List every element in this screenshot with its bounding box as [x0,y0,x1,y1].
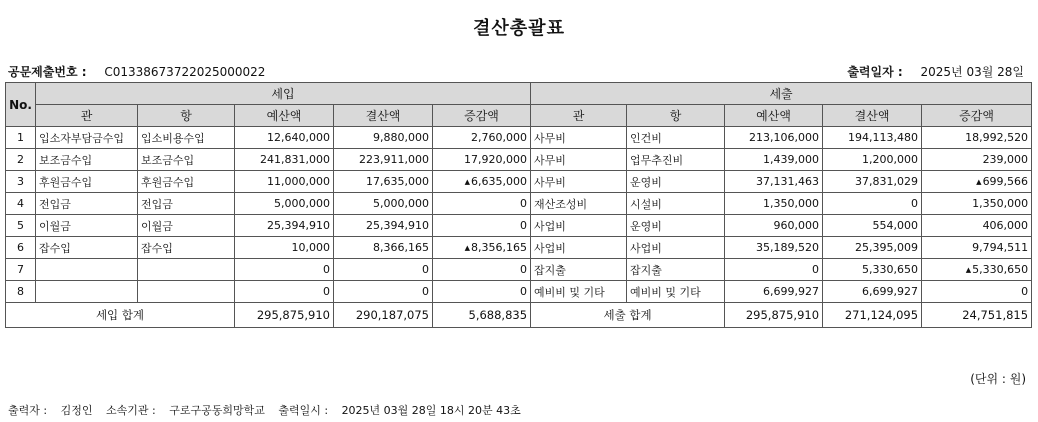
cell-expenditure-budget [725,237,823,259]
print-date-value: 2025년 03월 28일 [920,65,1024,79]
cell-revenue-budget [235,259,334,281]
cell-revenue-settled-value: 25,394,910 [366,219,429,232]
cell-revenue-hang-value: 전입금 [141,197,173,211]
table-row [6,171,1032,193]
cell-revenue-budget-value: 25,394,910 [267,219,330,232]
cell-expenditure-diff [922,259,1032,281]
printer-name: 김정인 [60,404,93,417]
organization-label: 소속기관 : [105,404,156,417]
cell-expenditure-budget [725,127,823,149]
decrease-triangle-icon: ▲ [965,266,972,274]
cell-revenue-diff [433,149,531,171]
cell-expenditure-settled-value: 0 [911,197,919,210]
cell-expenditure-hang [627,259,725,281]
cell-revenue-budget [235,149,334,171]
cell-revenue-diff [433,127,531,149]
header-expenditure-hang: 항 [627,105,725,127]
cell-revenue-gwan [36,259,138,281]
document-number [8,63,265,80]
cell-expenditure-settled [823,215,922,237]
cell-revenue-diff-value: 2,760,000 [471,131,528,144]
cell-revenue-hang [138,215,235,237]
cell-no [6,281,36,303]
cell-revenue-gwan [36,281,138,303]
cell-expenditure-settled [823,281,922,303]
header-expenditure: 세출 [531,83,1032,105]
header-row-columns [6,105,1032,127]
cell-revenue-settled [334,149,433,171]
cell-expenditure-budget [725,193,823,215]
cell-expenditure-hang [627,171,725,193]
unit-note: (단위 : 원) [970,372,1026,386]
cell-expenditure-hang [627,193,725,215]
cell-revenue-settled-value: 0 [422,285,429,298]
cell-revenue-gwan-value: 잡수입 [39,241,71,255]
table-row [6,259,1032,281]
cell-expenditure-diff-value: 406,000 [982,219,1029,232]
cell-expenditure-budget-value: 0 [812,263,820,276]
cell-revenue-hang [138,259,235,281]
cell-expenditure-settled-value: 554,000 [872,219,919,232]
revenue-total-settled: 290,187,075 [334,303,433,328]
cell-no [6,193,36,215]
cell-expenditure-gwan [531,281,627,303]
header-revenue-diff: 증감액 [433,105,531,127]
cell-expenditure-hang [627,281,725,303]
cell-expenditure-diff [922,149,1032,171]
cell-expenditure-gwan [531,149,627,171]
cell-revenue-hang-value: 이월금 [141,219,173,233]
cell-expenditure-budget [725,171,823,193]
cell-expenditure-hang-value: 운영비 [630,175,662,189]
cell-expenditure-gwan-value: 예비비 및 기타 [534,285,605,299]
cell-revenue-budget [235,193,334,215]
cell-expenditure-budget-value: 37,131,463 [756,175,820,188]
cell-expenditure-settled [823,237,922,259]
cell-expenditure-gwan [531,127,627,149]
cell-no-value: 2 [17,153,24,166]
cell-revenue-hang-value: 보조금수입 [141,153,195,167]
cell-expenditure-diff [922,237,1032,259]
cell-revenue-budget-value: 0 [323,285,330,298]
cell-revenue-budget [235,171,334,193]
header-no: No. [6,83,36,127]
cell-expenditure-budget [725,259,823,281]
cell-expenditure-hang-value: 잡지출 [630,263,662,277]
cell-no-value: 5 [17,219,24,232]
header-revenue-settled: 결산액 [334,105,433,127]
cell-expenditure-diff [922,215,1032,237]
cell-expenditure-hang-value: 예비비 및 기타 [630,285,701,299]
cell-revenue-settled [334,127,433,149]
cell-revenue-hang-value: 잡수입 [141,241,173,255]
cell-revenue-diff [433,281,531,303]
cell-expenditure-diff [922,193,1032,215]
document-number-label: 공문제출번호 : [8,65,87,79]
cell-expenditure-gwan [531,215,627,237]
cell-revenue-settled [334,259,433,281]
cell-revenue-budget-value: 11,000,000 [267,175,330,188]
header-revenue: 세입 [36,83,531,105]
cell-expenditure-diff [922,127,1032,149]
cell-expenditure-diff-value: 0 [1021,285,1029,298]
cell-expenditure-gwan [531,259,627,281]
expenditure-total-diff: 24,751,815 [922,303,1032,328]
cell-expenditure-gwan-value: 재산조성비 [534,197,588,211]
cell-expenditure-budget-value: 1,439,000 [763,153,820,166]
cell-revenue-hang [138,193,235,215]
cell-revenue-settled-value: 8,366,165 [373,241,429,254]
cell-expenditure-hang [627,127,725,149]
cell-expenditure-gwan [531,193,627,215]
cell-expenditure-hang-value: 업무추진비 [630,153,684,167]
cell-revenue-diff-value: 17,920,000 [464,153,528,166]
cell-revenue-diff [433,193,531,215]
cell-revenue-hang-value: 후원금수입 [141,175,195,189]
cell-no [6,215,36,237]
cell-no-value: 4 [17,197,24,210]
cell-no-value: 1 [17,131,24,144]
cell-expenditure-gwan-value: 사무비 [534,153,566,167]
table-row [6,215,1032,237]
document-number-value: C01338673722025000022 [104,65,266,79]
cell-expenditure-diff-value: 9,794,511 [972,241,1029,254]
cell-expenditure-gwan [531,171,627,193]
cell-revenue-gwan [36,193,138,215]
cell-expenditure-diff [922,171,1032,193]
cell-revenue-budget-value: 241,831,000 [260,153,330,166]
cell-expenditure-hang-value: 시설비 [630,197,662,211]
cell-revenue-settled [334,281,433,303]
cell-revenue-diff-value: 0 [520,197,528,210]
table-row [6,149,1032,171]
cell-expenditure-budget-value: 35,189,520 [756,241,820,254]
cell-no [6,171,36,193]
totals-row [6,303,1032,328]
cell-expenditure-gwan-value: 사무비 [534,131,566,145]
header-row-groups [6,83,1032,105]
decrease-triangle-icon: ▲ [976,178,982,186]
organization-name: 구로구공동희망학교 [169,404,265,417]
cell-revenue-diff-value: 0 [520,263,528,276]
page-title: 결산총괄표 [473,18,565,39]
cell-revenue-diff-value: 0 [520,219,528,232]
footer [8,402,531,418]
cell-expenditure-settled-value: 25,395,009 [855,241,919,254]
cell-expenditure-budget [725,281,823,303]
cell-expenditure-budget [725,149,823,171]
cell-expenditure-diff-value: 5,330,650 [972,263,1029,276]
cell-expenditure-settled [823,171,922,193]
cell-revenue-diff [433,171,531,193]
cell-no-value: 8 [17,285,24,298]
cell-no-value: 3 [17,175,24,188]
revenue-total-diff: 5,688,835 [433,303,531,328]
cell-revenue-gwan [36,127,138,149]
cell-expenditure-settled [823,127,922,149]
cell-expenditure-hang-value: 사업비 [630,241,662,255]
cell-expenditure-settled-value: 1,200,000 [862,153,919,166]
cell-expenditure-settled-value: 6,699,927 [862,285,919,298]
cell-expenditure-budget-value: 960,000 [773,219,820,232]
cell-expenditure-hang [627,237,725,259]
expenditure-total-label: 세출 합계 [531,303,725,328]
expenditure-total-settled: 271,124,095 [823,303,922,328]
cell-expenditure-hang-value: 운영비 [630,219,662,233]
expenditure-total-budget: 295,875,910 [725,303,823,328]
cell-revenue-budget-value: 0 [323,263,330,276]
cell-revenue-budget-value: 10,000 [291,241,330,254]
cell-expenditure-diff-value: 1,350,000 [972,197,1029,210]
cell-revenue-diff [433,237,531,259]
cell-revenue-settled-value: 223,911,000 [359,153,429,166]
cell-revenue-settled-value: 9,880,000 [373,131,429,144]
cell-revenue-diff-value: 8,356,165 [471,241,528,254]
header-revenue-gwan: 관 [36,105,138,127]
header-expenditure-diff: 증감액 [922,105,1032,127]
cell-revenue-settled-value: 17,635,000 [366,175,429,188]
cell-no [6,259,36,281]
settlement-summary-table [5,82,1032,328]
cell-revenue-settled [334,171,433,193]
cell-expenditure-settled [823,193,922,215]
cell-revenue-budget-value: 12,640,000 [267,131,330,144]
cell-revenue-budget [235,215,334,237]
cell-expenditure-settled-value: 37,831,029 [855,175,919,188]
cell-revenue-diff-value: 0 [520,285,528,298]
cell-expenditure-hang [627,149,725,171]
cell-expenditure-diff-value: 239,000 [982,153,1029,166]
cell-no-value: 7 [17,263,24,276]
cell-revenue-settled [334,237,433,259]
cell-expenditure-budget [725,215,823,237]
cell-expenditure-settled [823,259,922,281]
cell-expenditure-budget-value: 6,699,927 [763,285,820,298]
cell-expenditure-diff-value: 699,566 [982,175,1029,188]
cell-revenue-gwan [36,171,138,193]
cell-expenditure-hang-value: 인건비 [630,131,662,145]
cell-no-value: 6 [17,241,24,254]
table-row [6,237,1032,259]
cell-revenue-diff [433,215,531,237]
cell-expenditure-settled [823,149,922,171]
cell-revenue-budget [235,281,334,303]
cell-expenditure-settled-value: 5,330,650 [862,263,919,276]
cell-expenditure-diff-value: 18,992,520 [965,131,1029,144]
cell-expenditure-gwan-value: 잡지출 [534,263,566,277]
cell-revenue-budget [235,127,334,149]
cell-revenue-settled-value: 0 [422,263,429,276]
cell-revenue-gwan [36,215,138,237]
cell-revenue-hang [138,237,235,259]
print-time-label: 출력일시 : [278,404,329,417]
header-revenue-hang: 항 [138,105,235,127]
decrease-triangle-icon: ▲ [464,244,471,252]
cell-expenditure-hang [627,215,725,237]
table-row [6,281,1032,303]
cell-expenditure-gwan [531,237,627,259]
header-expenditure-settled: 결산액 [823,105,922,127]
header-expenditure-gwan: 관 [531,105,627,127]
cell-revenue-diff-value: 6,635,000 [471,175,528,188]
cell-revenue-hang [138,281,235,303]
cell-revenue-gwan [36,149,138,171]
cell-no [6,149,36,171]
cell-expenditure-gwan-value: 사무비 [534,175,566,189]
decrease-triangle-icon: ▲ [464,178,471,186]
cell-expenditure-budget-value: 213,106,000 [749,131,820,144]
cell-revenue-hang [138,127,235,149]
cell-expenditure-diff [922,281,1032,303]
cell-revenue-gwan-value: 이월금 [39,219,71,233]
cell-revenue-settled [334,215,433,237]
cell-revenue-settled [334,193,433,215]
print-date [847,63,1024,80]
header-expenditure-budget: 예산액 [725,105,823,127]
cell-no [6,237,36,259]
table-row [6,193,1032,215]
cell-expenditure-budget-value: 1,350,000 [763,197,820,210]
cell-revenue-gwan-value: 보조금수입 [39,153,93,167]
cell-expenditure-gwan-value: 사업비 [534,219,566,233]
table-row [6,127,1032,149]
cell-revenue-gwan-value: 전입금 [39,197,71,211]
cell-revenue-budget [235,237,334,259]
printer-label: 출력자 : [8,404,48,417]
cell-revenue-budget-value: 5,000,000 [274,197,330,210]
cell-revenue-diff [433,259,531,281]
cell-revenue-hang [138,149,235,171]
cell-expenditure-settled-value: 194,113,480 [848,131,919,144]
cell-revenue-gwan-value: 후원금수입 [39,175,93,189]
revenue-total-label: 세입 합계 [6,303,235,328]
header-revenue-budget: 예산액 [235,105,334,127]
cell-revenue-gwan-value: 입소자부담금수입 [39,131,125,145]
cell-revenue-gwan [36,237,138,259]
cell-revenue-hang [138,171,235,193]
table-body [6,127,1032,303]
revenue-total-budget: 295,875,910 [235,303,334,328]
cell-expenditure-gwan-value: 사업비 [534,241,566,255]
cell-revenue-settled-value: 5,000,000 [373,197,429,210]
print-time-value: 2025년 03월 28일 18시 20분 43초 [341,404,521,417]
cell-revenue-hang-value: 입소비용수입 [141,131,205,145]
cell-no [6,127,36,149]
print-date-label: 출력일자 : [847,65,903,79]
